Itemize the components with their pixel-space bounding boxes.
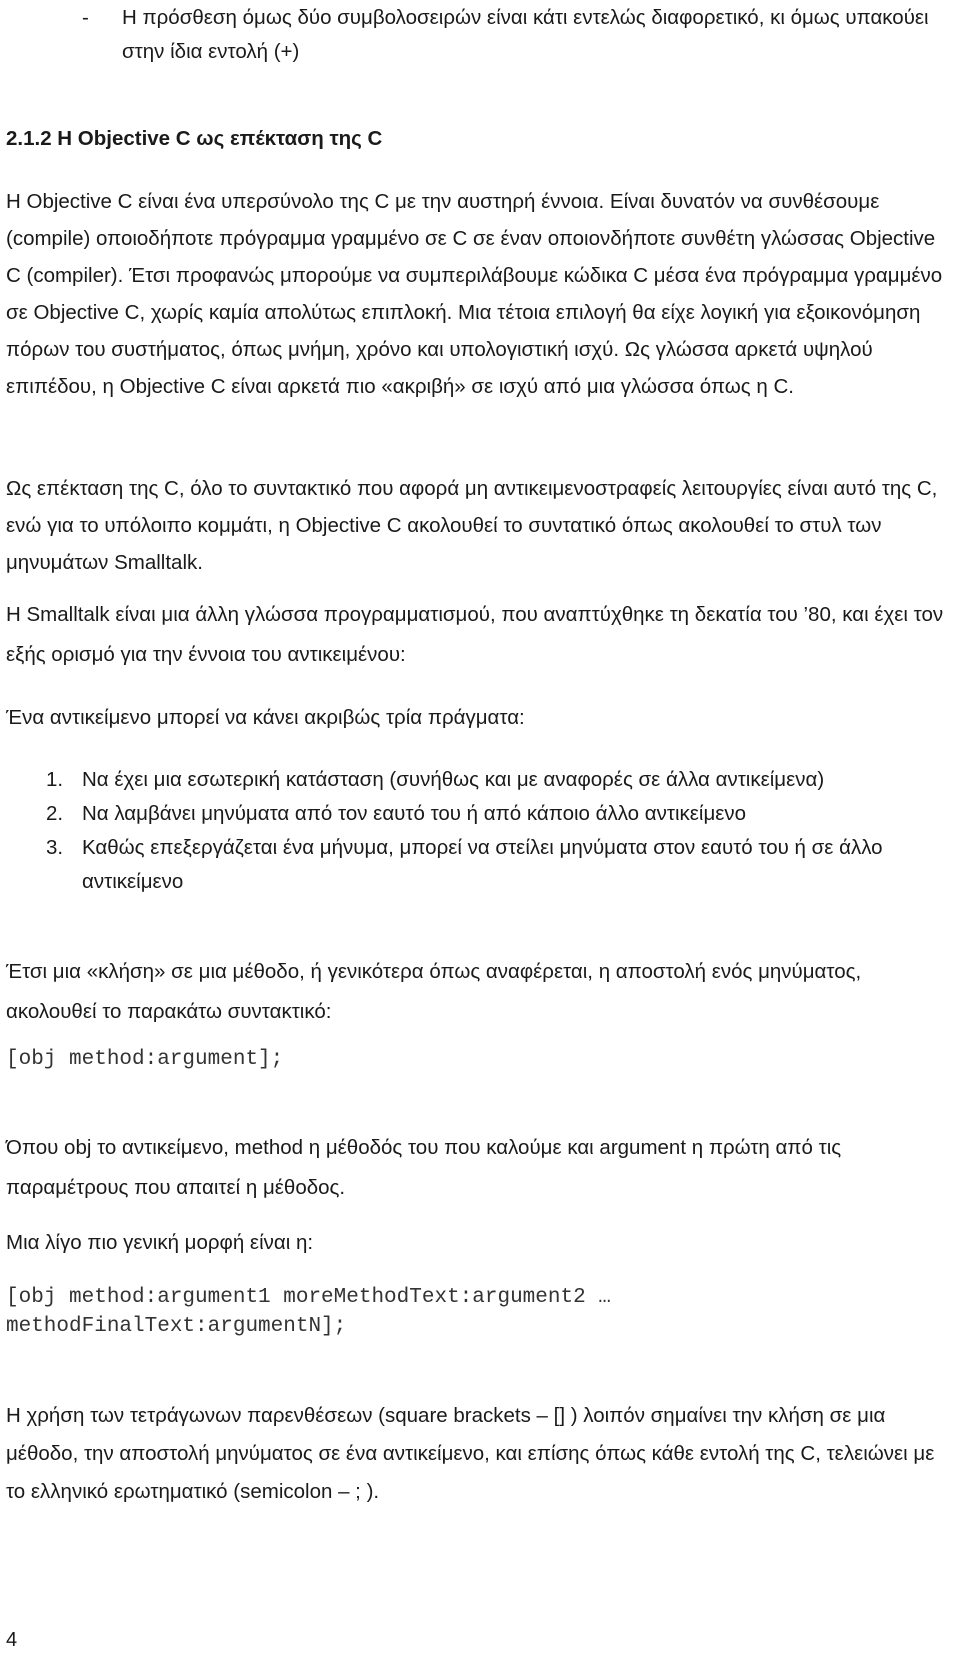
section-heading: 2.1.2 Η Objective C ως επέκταση της C [6,127,383,150]
paragraph: Ένα αντικείμενο μπορεί να κάνει ακριβώς τρία πράγματα: [6,706,525,729]
code-block: [obj method:argument]; [6,1048,284,1071]
paragraph: Η χρήση των τετράγωνων παρενθέσεων (square brackets – [] ) λοιπόν σημαίνει την κλήση σε μια μέθοδο, την αποστολή μηνύματος σε ένα αντικείμενο, και επίσης όπως κάθε εντολή της C, τελειώνει με το ελληνικό ερωτηματικό (semicolon – ; ). [6,1404,935,1503]
list-item [0,831,912,899]
paragraph: Όπου obj το αντικείμενο, method η μέθοδός του που καλούμε και argument η πρώτη από τις παραμέτρους που απαιτεί η μέθοδος. [6,1136,842,1199]
list-item-text: Να λαμβάνει μηνύματα από τον εαυτό του ή από κάποιο άλλο αντικείμενο [82,802,747,825]
list-item [0,797,912,831]
page-number: 4 [6,1629,18,1651]
list-item-text: Καθώς επεξεργάζεται ένα μήνυμα, μπορεί να στείλει μηνύματα στον εαυτό του ή σε άλλο αντικείμενο [82,836,883,893]
list-item-number: 1. [46,768,64,791]
list-item [0,763,912,797]
paragraph: Έτσι μια «κλήση» σε μια μέθοδο, ή γενικότερα όπως αναφέρεται, η αποστολή ενός μηνύματος, ακολουθεί το παρακάτω συντακτικό: [6,960,862,1023]
paragraph: Μια λίγο πιο γενική μορφή είναι η: [6,1231,314,1254]
list-item-text: Να έχει μια εσωτερική κατάσταση (συνήθως και με αναφορές σε άλλα αντικείμενα) [82,768,825,791]
paragraph: Η Smalltalk είναι μια άλλη γλώσσα προγραμματισμού, που αναπτύχθηκε τη δεκατία του ’80, και έχει τον εξής ορισμό για την έννοια του αντικειμένου: [6,603,944,666]
code-block: [obj method:argument1 moreMethodText:argument2 … methodFinalText:argumentN]; [6,1286,624,1338]
numbered-list [0,763,960,899]
paragraph: Ως επέκταση της C, όλο το συντακτικό που αφορά μη αντικειμενοστραφείς λειτουργίες είναι αυτό της C, ενώ για το υπόλοιπο κομμάτι, η Objective C ακολουθεί το συντατικό όπως ακολουθεί το στυλ των μηνυμάτων Smalltalk. [6,477,938,574]
paragraph: Η Objective C είναι ένα υπερσύνολο της C με την αυστηρή έννοια. Είναι δυνατόν να συνθέσουμε (compile) οποιοδήποτε πρόγραμμα γραμμένο σε C σε έναν οποιονδήποτε συνθέτη γλώσσας Objective C (compiler). Έτσι προφανώς μπορούμε να συμπεριλάβουμε κώδικα C μέσα ένα πρόγραμμα γραμμένο σε Objective C, χωρίς καμία απολύτως επιπλοκή. Μια τέτοια επιλογή θα είχε λογική για εξοικονόμηση πόρων του συστήματος, όπως μνήμη, χρόνο και υπολογιστική ισχύ. Ως γλώσσα αρκετά υψηλού επιπέδου, η Objective C είναι αρκετά πιο «ακριβή» σε ισχύ από μια γλώσσα όπως η C. [6,190,943,398]
list-item-number: 2. [46,802,64,825]
bullet-dash: - [82,6,89,29]
bullet-text: Η πρόσθεση όμως δύο συμβολοσειρών είναι κάτι εντελώς διαφορετικό, κι όμως υπακούει στην ίδια εντολή (+) [122,6,929,63]
list-item-number: 3. [46,836,64,859]
